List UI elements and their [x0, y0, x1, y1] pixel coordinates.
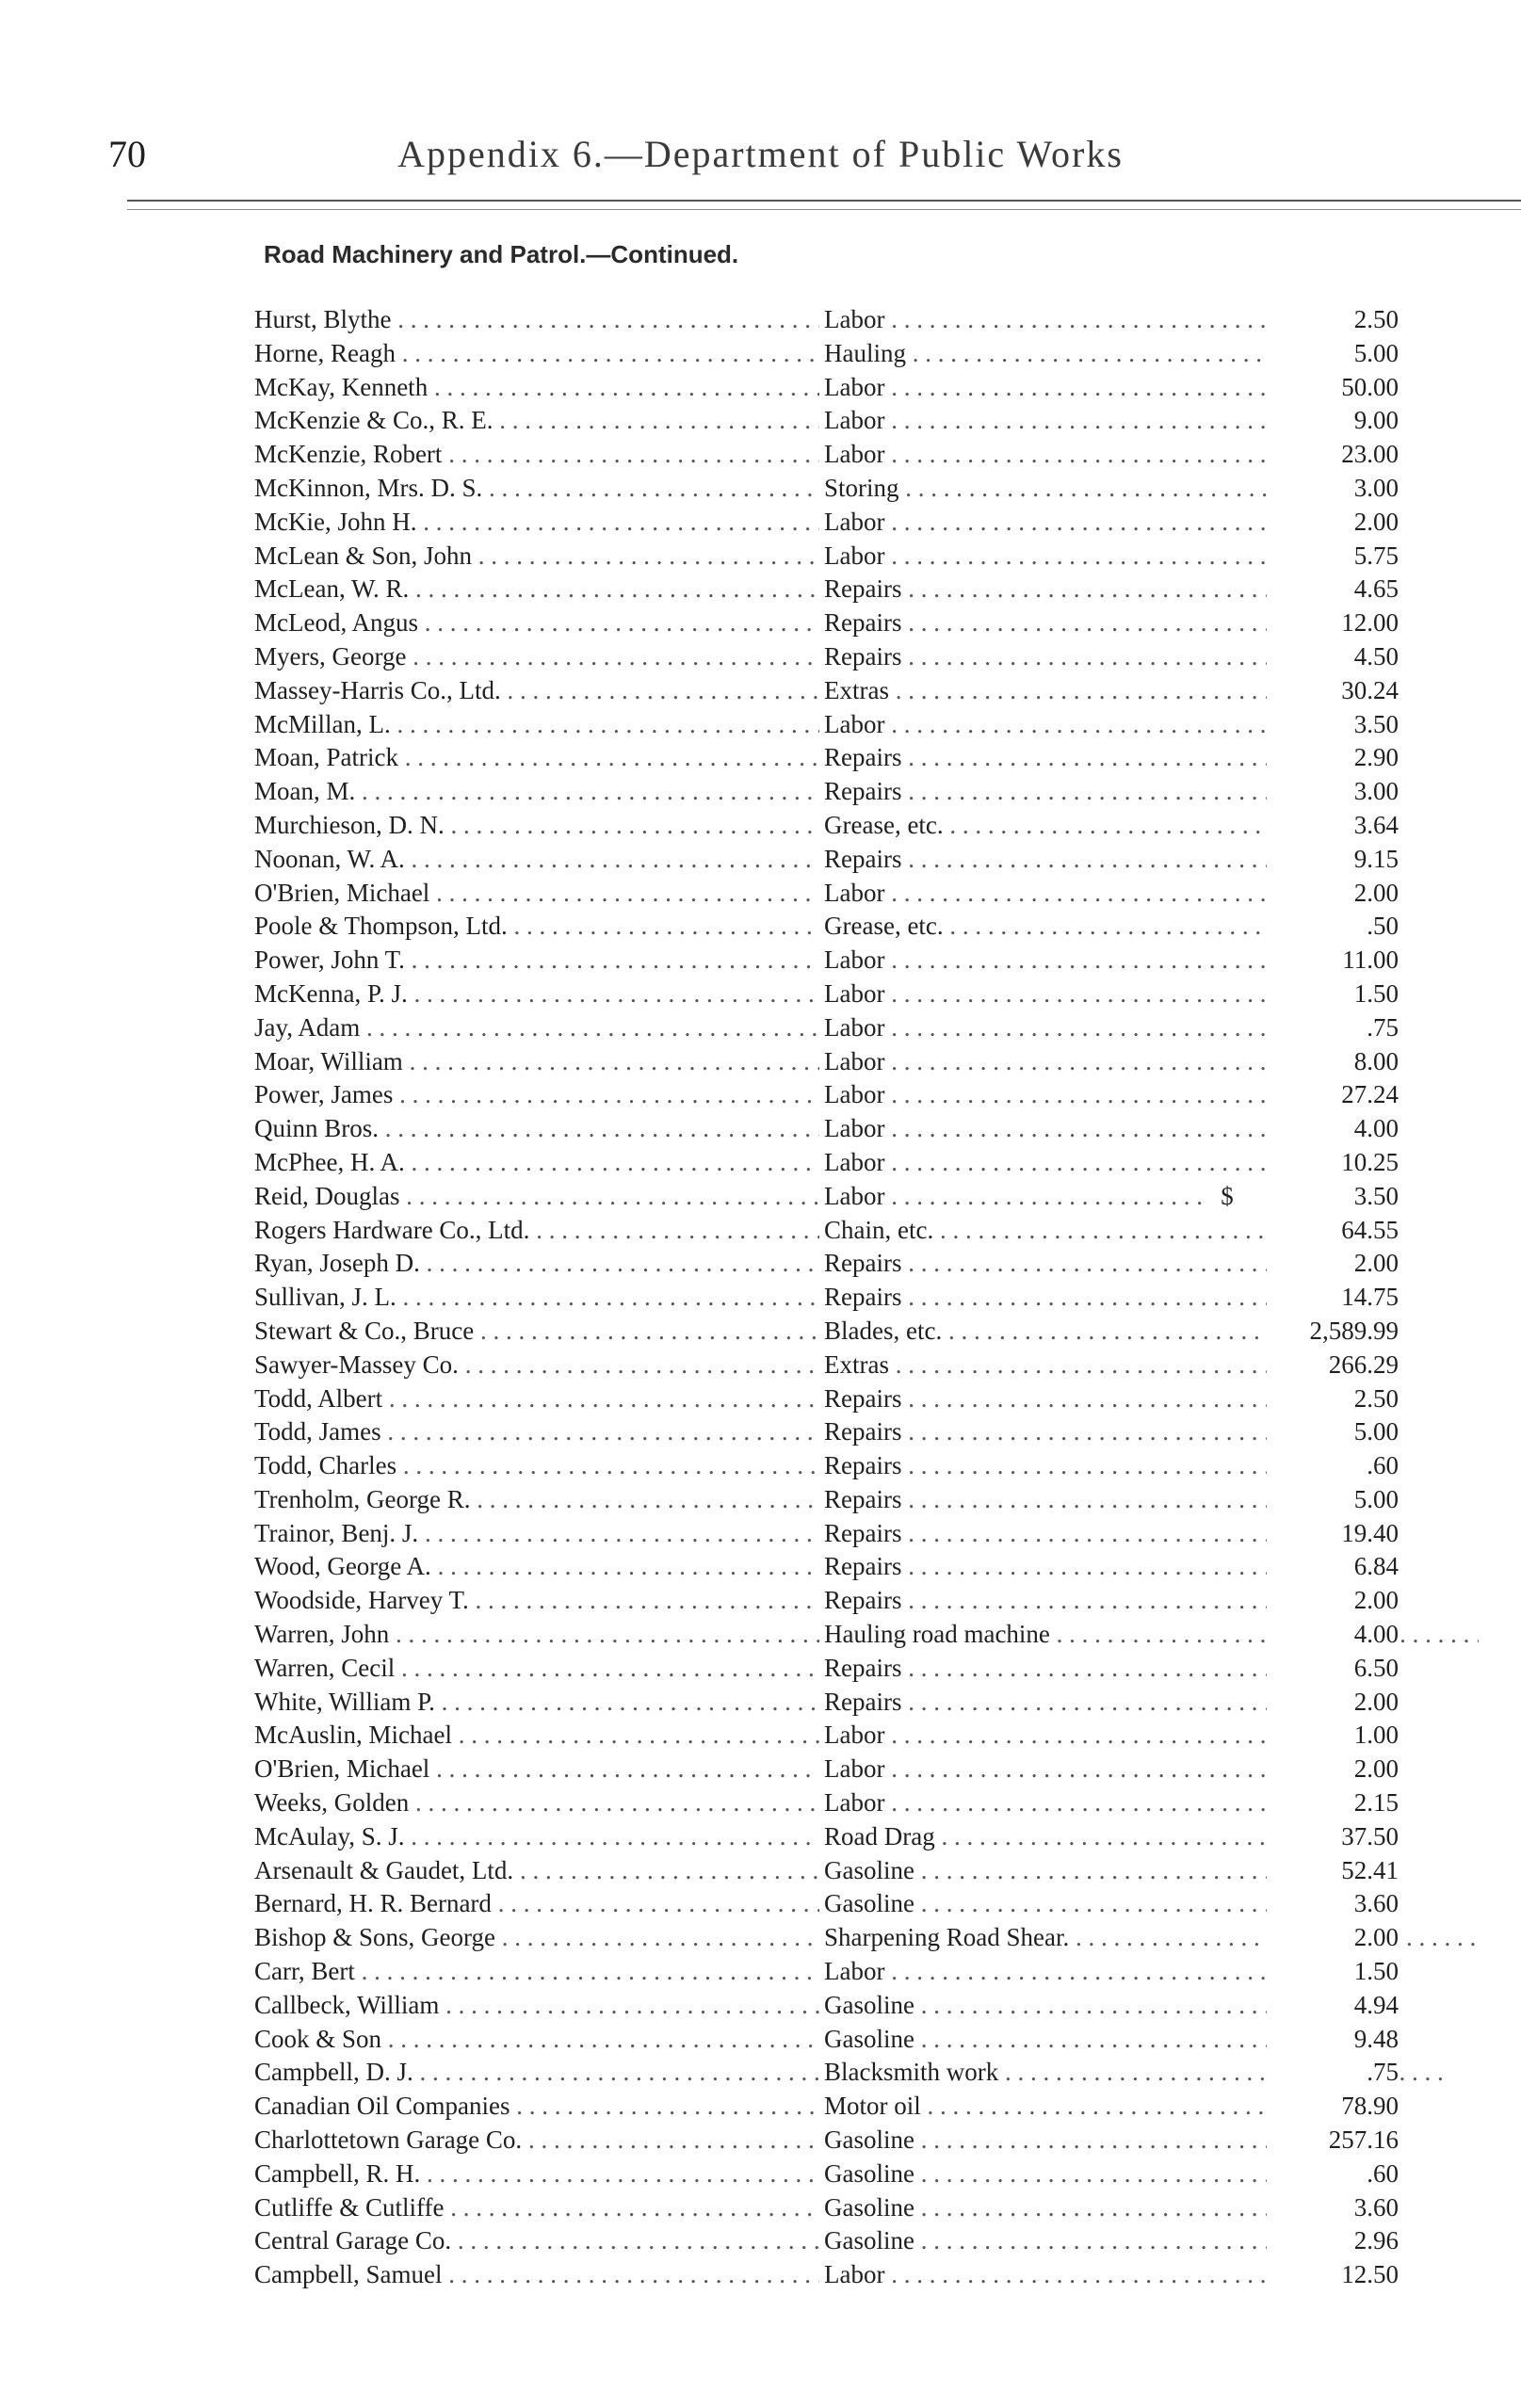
- payment-purpose: Gasoline . . .: [824, 2191, 1479, 2225]
- payee-name: McKay, Kenneth . . .: [254, 371, 819, 405]
- ledger-row: [254, 337, 1399, 371]
- payee-name: McLean, W. R. . . .: [254, 573, 819, 606]
- ledger-row: [254, 910, 1399, 944]
- amount: 3.60: [1267, 1887, 1399, 1921]
- ledger-row: [254, 1652, 1399, 1686]
- ledger-row: [254, 2023, 1399, 2057]
- payment-purpose: Gasoline . . .: [824, 2023, 1479, 2057]
- payee-name: Jay, Adam . . .: [254, 1011, 819, 1045]
- payment-purpose: Labor . . .: [824, 404, 1479, 438]
- payment-purpose: Repairs . . .: [824, 640, 1479, 674]
- payment-purpose: Repairs . . .: [824, 1449, 1479, 1483]
- payment-purpose: Repairs . . .: [824, 1281, 1479, 1315]
- payment-purpose: Repairs . . .: [824, 1584, 1479, 1618]
- payee-name: Sullivan, J. L. . . .: [254, 1281, 819, 1315]
- payment-purpose: Labor . . .: [824, 1786, 1479, 1820]
- payee-name: Warren, John . . .: [254, 1618, 819, 1652]
- payment-purpose: Labor . . .: [824, 540, 1479, 574]
- payee-name: Horne, Reagh . . .: [254, 337, 819, 371]
- payment-purpose: Labor . . .: [824, 708, 1479, 742]
- payment-purpose: Repairs . . .: [824, 843, 1479, 877]
- ledger-row: [254, 1887, 1399, 1921]
- amount: 4.94: [1267, 1989, 1399, 2023]
- amount: 4.00: [1267, 1618, 1399, 1652]
- payment-purpose: Gasoline . . .: [824, 1854, 1479, 1888]
- amount: 8.00: [1267, 1045, 1399, 1079]
- payee-name: Todd, Charles . . .: [254, 1449, 819, 1483]
- payee-name: Rogers Hardware Co., Ltd. . . .: [254, 1214, 819, 1248]
- amount: .75: [1267, 2056, 1399, 2090]
- payment-purpose: Labor . . .: [824, 303, 1479, 337]
- ledger-row: [254, 1315, 1399, 1349]
- payment-purpose: Labor . . .: [824, 1180, 1210, 1214]
- ledger-row: [254, 1719, 1399, 1753]
- amount: 2.00: [1267, 506, 1399, 540]
- amount: 37.50: [1267, 1820, 1399, 1854]
- ledger-row: [254, 2224, 1399, 2258]
- payment-purpose: Repairs . . .: [824, 1550, 1479, 1584]
- payment-purpose: Labor . . .: [824, 1078, 1479, 1112]
- payee-name: Campbell, D. J. . . .: [254, 2056, 819, 2090]
- amount: 30.24: [1267, 674, 1399, 708]
- payee-name: White, William P. . . .: [254, 1686, 819, 1720]
- amount: 5.00: [1267, 337, 1399, 371]
- ledger-row: [254, 1180, 1399, 1214]
- amount: .75: [1267, 1011, 1399, 1045]
- payment-purpose: Repairs . . .: [824, 1483, 1479, 1517]
- amount: 3.00: [1267, 775, 1399, 809]
- payee-name: Power, James . . .: [254, 1078, 819, 1112]
- ledger-row: [254, 2090, 1399, 2124]
- amount: 2.96: [1267, 2224, 1399, 2258]
- amount: 14.75: [1267, 1281, 1399, 1315]
- payee-name: Quinn Bros. . . .: [254, 1112, 819, 1146]
- page-heading: Appendix 6.—Department of Public Works: [397, 133, 1124, 175]
- header-rule-thin: [127, 209, 1521, 210]
- payment-purpose: Gasoline . . .: [824, 1989, 1479, 2023]
- amount: 27.24: [1267, 1078, 1399, 1112]
- ledger-row: [254, 2191, 1399, 2225]
- payee-name: Trainor, Benj. J. . . .: [254, 1517, 819, 1551]
- amount: 9.00: [1267, 404, 1399, 438]
- payment-purpose: Extras . . .: [824, 1349, 1479, 1382]
- payee-name: McLeod, Angus . . .: [254, 606, 819, 640]
- ledger-row: [254, 472, 1399, 506]
- amount: 1.50: [1267, 978, 1399, 1011]
- payee-name: Trenholm, George R. . . .: [254, 1483, 819, 1517]
- ledger-row: [254, 1214, 1399, 1248]
- payee-name: Noonan, W. A. . . .: [254, 843, 819, 877]
- payment-purpose: Labor . . .: [824, 944, 1479, 978]
- payment-purpose: Labor . . .: [824, 438, 1479, 472]
- ledger-row: [254, 1550, 1399, 1584]
- ledger-row: [254, 1112, 1399, 1146]
- amount: 2.00: [1267, 1686, 1399, 1720]
- payment-purpose: Chain, etc. . . .: [824, 1214, 1479, 1248]
- payment-purpose: Labor . . .: [824, 1719, 1479, 1753]
- payee-name: Warren, Cecil . . .: [254, 1652, 819, 1686]
- payee-name: Todd, James . . .: [254, 1415, 819, 1449]
- amount: 2,589.99: [1267, 1315, 1399, 1349]
- payment-purpose: Gasoline . . .: [824, 1887, 1479, 1921]
- payee-name: McKie, John H. . . .: [254, 506, 819, 540]
- ledger-row: [254, 438, 1399, 472]
- ledger-row: [254, 1349, 1399, 1382]
- amount: 9.48: [1267, 2023, 1399, 2057]
- payment-purpose: Storing . . .: [824, 472, 1479, 506]
- ledger-row: [254, 978, 1399, 1011]
- ledger-row: [254, 1989, 1399, 2023]
- payment-purpose: Repairs . . .: [824, 1247, 1479, 1281]
- ledger-row: [254, 1618, 1399, 1652]
- amount: 266.29: [1267, 1349, 1399, 1382]
- ledger-row: [254, 843, 1399, 877]
- payment-purpose: Labor . . .: [824, 978, 1479, 1011]
- ledger-row: [254, 877, 1399, 911]
- amount: 6.84: [1267, 1550, 1399, 1584]
- payee-name: Sawyer-Massey Co. . . .: [254, 1349, 819, 1382]
- ledger-row: [254, 1281, 1399, 1315]
- amount: 2.90: [1267, 741, 1399, 775]
- payment-purpose: Road Drag . . .: [824, 1820, 1479, 1854]
- payee-name: Power, John T. . . .: [254, 944, 819, 978]
- ledger-table: [254, 303, 1399, 2292]
- payee-name: Massey-Harris Co., Ltd. . . .: [254, 674, 819, 708]
- ledger-row: [254, 404, 1399, 438]
- amount: 23.00: [1267, 438, 1399, 472]
- payee-name: McMillan, L. . . .: [254, 708, 819, 742]
- amount: 3.50: [1267, 708, 1399, 742]
- amount: 3.50: [1267, 1180, 1399, 1214]
- payee-name: O'Brien, Michael . . .: [254, 877, 819, 911]
- payment-purpose: Extras . . .: [824, 674, 1479, 708]
- ledger-row: [254, 2158, 1399, 2191]
- payment-purpose: Labor . . .: [824, 1011, 1479, 1045]
- ledger-row: [254, 1584, 1399, 1618]
- amount: .60: [1267, 1449, 1399, 1483]
- payment-purpose: Labor . . .: [824, 1112, 1479, 1146]
- payee-name: Ryan, Joseph D. . . .: [254, 1247, 819, 1281]
- amount: 3.64: [1267, 809, 1399, 843]
- amount: 12.50: [1267, 2258, 1399, 2292]
- ledger-row: [254, 2124, 1399, 2158]
- ledger-row: [254, 1415, 1399, 1449]
- payee-name: Woodside, Harvey T. . . .: [254, 1584, 819, 1618]
- payment-purpose: Sharpening Road Shear. . . .: [824, 1921, 1479, 1955]
- amount: 52.41: [1267, 1854, 1399, 1888]
- ledger-row: [254, 1449, 1399, 1483]
- ledger-row: [254, 1382, 1399, 1416]
- payee-name: Arsenault & Gaudet, Ltd. . . .: [254, 1854, 819, 1888]
- ledger-row: [254, 606, 1399, 640]
- payee-name: McPhee, H. A. . . .: [254, 1146, 819, 1180]
- ledger-row: [254, 1045, 1399, 1079]
- amount: 64.55: [1267, 1214, 1399, 1248]
- page-number: 70: [108, 133, 146, 175]
- ledger-row: [254, 1854, 1399, 1888]
- amount: 6.50: [1267, 1652, 1399, 1686]
- ledger-row: [254, 1786, 1399, 1820]
- ledger-row: [254, 1955, 1399, 1989]
- payment-purpose: Repairs . . .: [824, 1382, 1479, 1416]
- payee-name: Moan, M. . . .: [254, 775, 819, 809]
- amount: 11.00: [1267, 944, 1399, 978]
- payment-purpose: Labor . . .: [824, 2258, 1479, 2292]
- amount: 1.00: [1267, 1719, 1399, 1753]
- payment-purpose: Labor . . .: [824, 1146, 1479, 1180]
- payment-purpose: Repairs . . .: [824, 606, 1479, 640]
- payee-name: Cutliffe & Cutliffe . . .: [254, 2191, 819, 2225]
- amount: 2.00: [1267, 1247, 1399, 1281]
- ledger-row: [254, 1517, 1399, 1551]
- payment-purpose: Gasoline . . .: [824, 2224, 1479, 2258]
- payment-purpose: Blades, etc. . . .: [824, 1315, 1479, 1349]
- ledger-row: [254, 1686, 1399, 1720]
- amount: 4.65: [1267, 573, 1399, 606]
- payment-purpose: Hauling . . .: [824, 337, 1479, 371]
- amount: 4.50: [1267, 640, 1399, 674]
- payee-name: Stewart & Co., Bruce . . .: [254, 1315, 819, 1349]
- amount: 2.00: [1267, 1753, 1399, 1786]
- payment-purpose: Labor . . .: [824, 1045, 1479, 1079]
- ledger-row: [254, 944, 1399, 978]
- payee-name: Carr, Bert . . .: [254, 1955, 819, 1989]
- amount: 5.75: [1267, 540, 1399, 574]
- payment-purpose: Repairs . . .: [824, 1652, 1479, 1686]
- ledger-row: [254, 2258, 1399, 2292]
- ledger-row: [254, 1011, 1399, 1045]
- amount: 19.40: [1267, 1517, 1399, 1551]
- amount: 2.00: [1267, 877, 1399, 911]
- amount: 2.00: [1267, 1584, 1399, 1618]
- amount: 9.15: [1267, 843, 1399, 877]
- amount: 2.50: [1267, 1382, 1399, 1416]
- payee-name: Todd, Albert . . .: [254, 1382, 819, 1416]
- payee-name: McKenzie, Robert . . .: [254, 438, 819, 472]
- payee-name: Myers, George . . .: [254, 640, 819, 674]
- amount: 10.25: [1267, 1146, 1399, 1180]
- ledger-row: [254, 2056, 1399, 2090]
- payment-purpose: Hauling road machine . . .: [824, 1618, 1479, 1652]
- payment-purpose: Blacksmith work . . .: [824, 2056, 1479, 2090]
- amount: .60: [1267, 2158, 1399, 2191]
- payee-name: Campbell, R. H. . . .: [254, 2158, 819, 2191]
- ledger-row: [254, 674, 1399, 708]
- ledger-row: [254, 371, 1399, 405]
- payment-purpose: Repairs . . .: [824, 573, 1479, 606]
- ledger-row: [254, 1753, 1399, 1786]
- ledger-row: [254, 506, 1399, 540]
- payee-name: Cook & Son . . .: [254, 2023, 819, 2057]
- payment-purpose: Gasoline . . .: [824, 2158, 1479, 2191]
- ledger-row: [254, 640, 1399, 674]
- payment-purpose: Labor . . .: [824, 506, 1479, 540]
- ledger-row: [254, 1247, 1399, 1281]
- payment-purpose: Repairs . . .: [824, 775, 1479, 809]
- payee-name: Hurst, Blythe . . .: [254, 303, 819, 337]
- amount: 3.60: [1267, 2191, 1399, 2225]
- amount: 2.50: [1267, 303, 1399, 337]
- header-rule: [127, 200, 1521, 202]
- payee-name: Weeks, Golden . . .: [254, 1786, 819, 1820]
- payment-purpose: Motor oil . . .: [824, 2090, 1479, 2124]
- ledger-row: [254, 775, 1399, 809]
- ledger-row: [254, 1078, 1399, 1112]
- payment-purpose: Grease, etc. . . .: [824, 809, 1479, 843]
- amount: 4.00: [1267, 1112, 1399, 1146]
- payment-purpose: Repairs . . .: [824, 1415, 1479, 1449]
- payment-purpose: Grease, etc. . . .: [824, 910, 1479, 944]
- payee-name: Callbeck, William . . .: [254, 1989, 819, 2023]
- ledger-row: [254, 1820, 1399, 1854]
- payment-purpose: Repairs . . .: [824, 1686, 1479, 1720]
- payee-name: Moan, Patrick . . .: [254, 741, 819, 775]
- amount: 2.15: [1267, 1786, 1399, 1820]
- payee-name: Central Garage Co. . . .: [254, 2224, 819, 2258]
- payee-name: O'Brien, Michael . . .: [254, 1753, 819, 1786]
- payment-purpose: Gasoline . . .: [824, 2124, 1479, 2158]
- amount: 3.00: [1267, 472, 1399, 506]
- amount: 5.00: [1267, 1415, 1399, 1449]
- payee-name: Moar, William . . .: [254, 1045, 819, 1079]
- payment-purpose: Labor . . .: [824, 877, 1479, 911]
- amount: 2.00: [1267, 1921, 1399, 1955]
- amount: 5.00: [1267, 1483, 1399, 1517]
- ledger-row: [254, 708, 1399, 742]
- payment-purpose: Labor . . .: [824, 1955, 1479, 1989]
- payee-name: Reid, Douglas . . .: [254, 1180, 819, 1214]
- payee-name: Murchieson, D. N. . . .: [254, 809, 819, 843]
- ledger-row: [254, 809, 1399, 843]
- payee-name: Campbell, Samuel . . .: [254, 2258, 819, 2292]
- amount: 78.90: [1267, 2090, 1399, 2124]
- ledger-row: [254, 540, 1399, 574]
- amount: 50.00: [1267, 371, 1399, 405]
- payment-purpose: Repairs . . .: [824, 1517, 1479, 1551]
- ledger-row: [254, 741, 1399, 775]
- payee-name: McKenzie & Co., R. E. . . .: [254, 404, 819, 438]
- currency-symbol: $: [1221, 1181, 1234, 1210]
- payee-name: Canadian Oil Companies . . .: [254, 2090, 819, 2124]
- payee-name: Wood, George A. . . .: [254, 1550, 819, 1584]
- payee-name: Bernard, H. R. Bernard . . .: [254, 1887, 819, 1921]
- payment-purpose: Labor . . .: [824, 371, 1479, 405]
- amount: 12.00: [1267, 606, 1399, 640]
- payee-name: Bishop & Sons, George . . .: [254, 1921, 819, 1955]
- section-title: Road Machinery and Patrol.—Continued.: [264, 240, 739, 268]
- amount: 257.16: [1267, 2124, 1399, 2158]
- ledger-row: [254, 1146, 1399, 1180]
- payee-name: McKinnon, Mrs. D. S. . . .: [254, 472, 819, 506]
- ledger-row: [254, 303, 1399, 337]
- amount: 1.50: [1267, 1955, 1399, 1989]
- ledger-row: [254, 1483, 1399, 1517]
- payee-name: McAulay, S. J. . . .: [254, 1820, 819, 1854]
- payee-name: McAuslin, Michael . . .: [254, 1719, 819, 1753]
- payment-purpose: Labor . . .: [824, 1753, 1479, 1786]
- amount: .50: [1267, 910, 1399, 944]
- payee-name: McKenna, P. J. . . .: [254, 978, 819, 1011]
- payee-name: Poole & Thompson, Ltd. . . .: [254, 910, 819, 944]
- payment-purpose: Repairs . . .: [824, 741, 1479, 775]
- ledger-row: [254, 573, 1399, 606]
- payee-name: McLean & Son, John . . .: [254, 540, 819, 574]
- ledger-row: [254, 1921, 1399, 1955]
- payee-name: Charlottetown Garage Co. . . .: [254, 2124, 819, 2158]
